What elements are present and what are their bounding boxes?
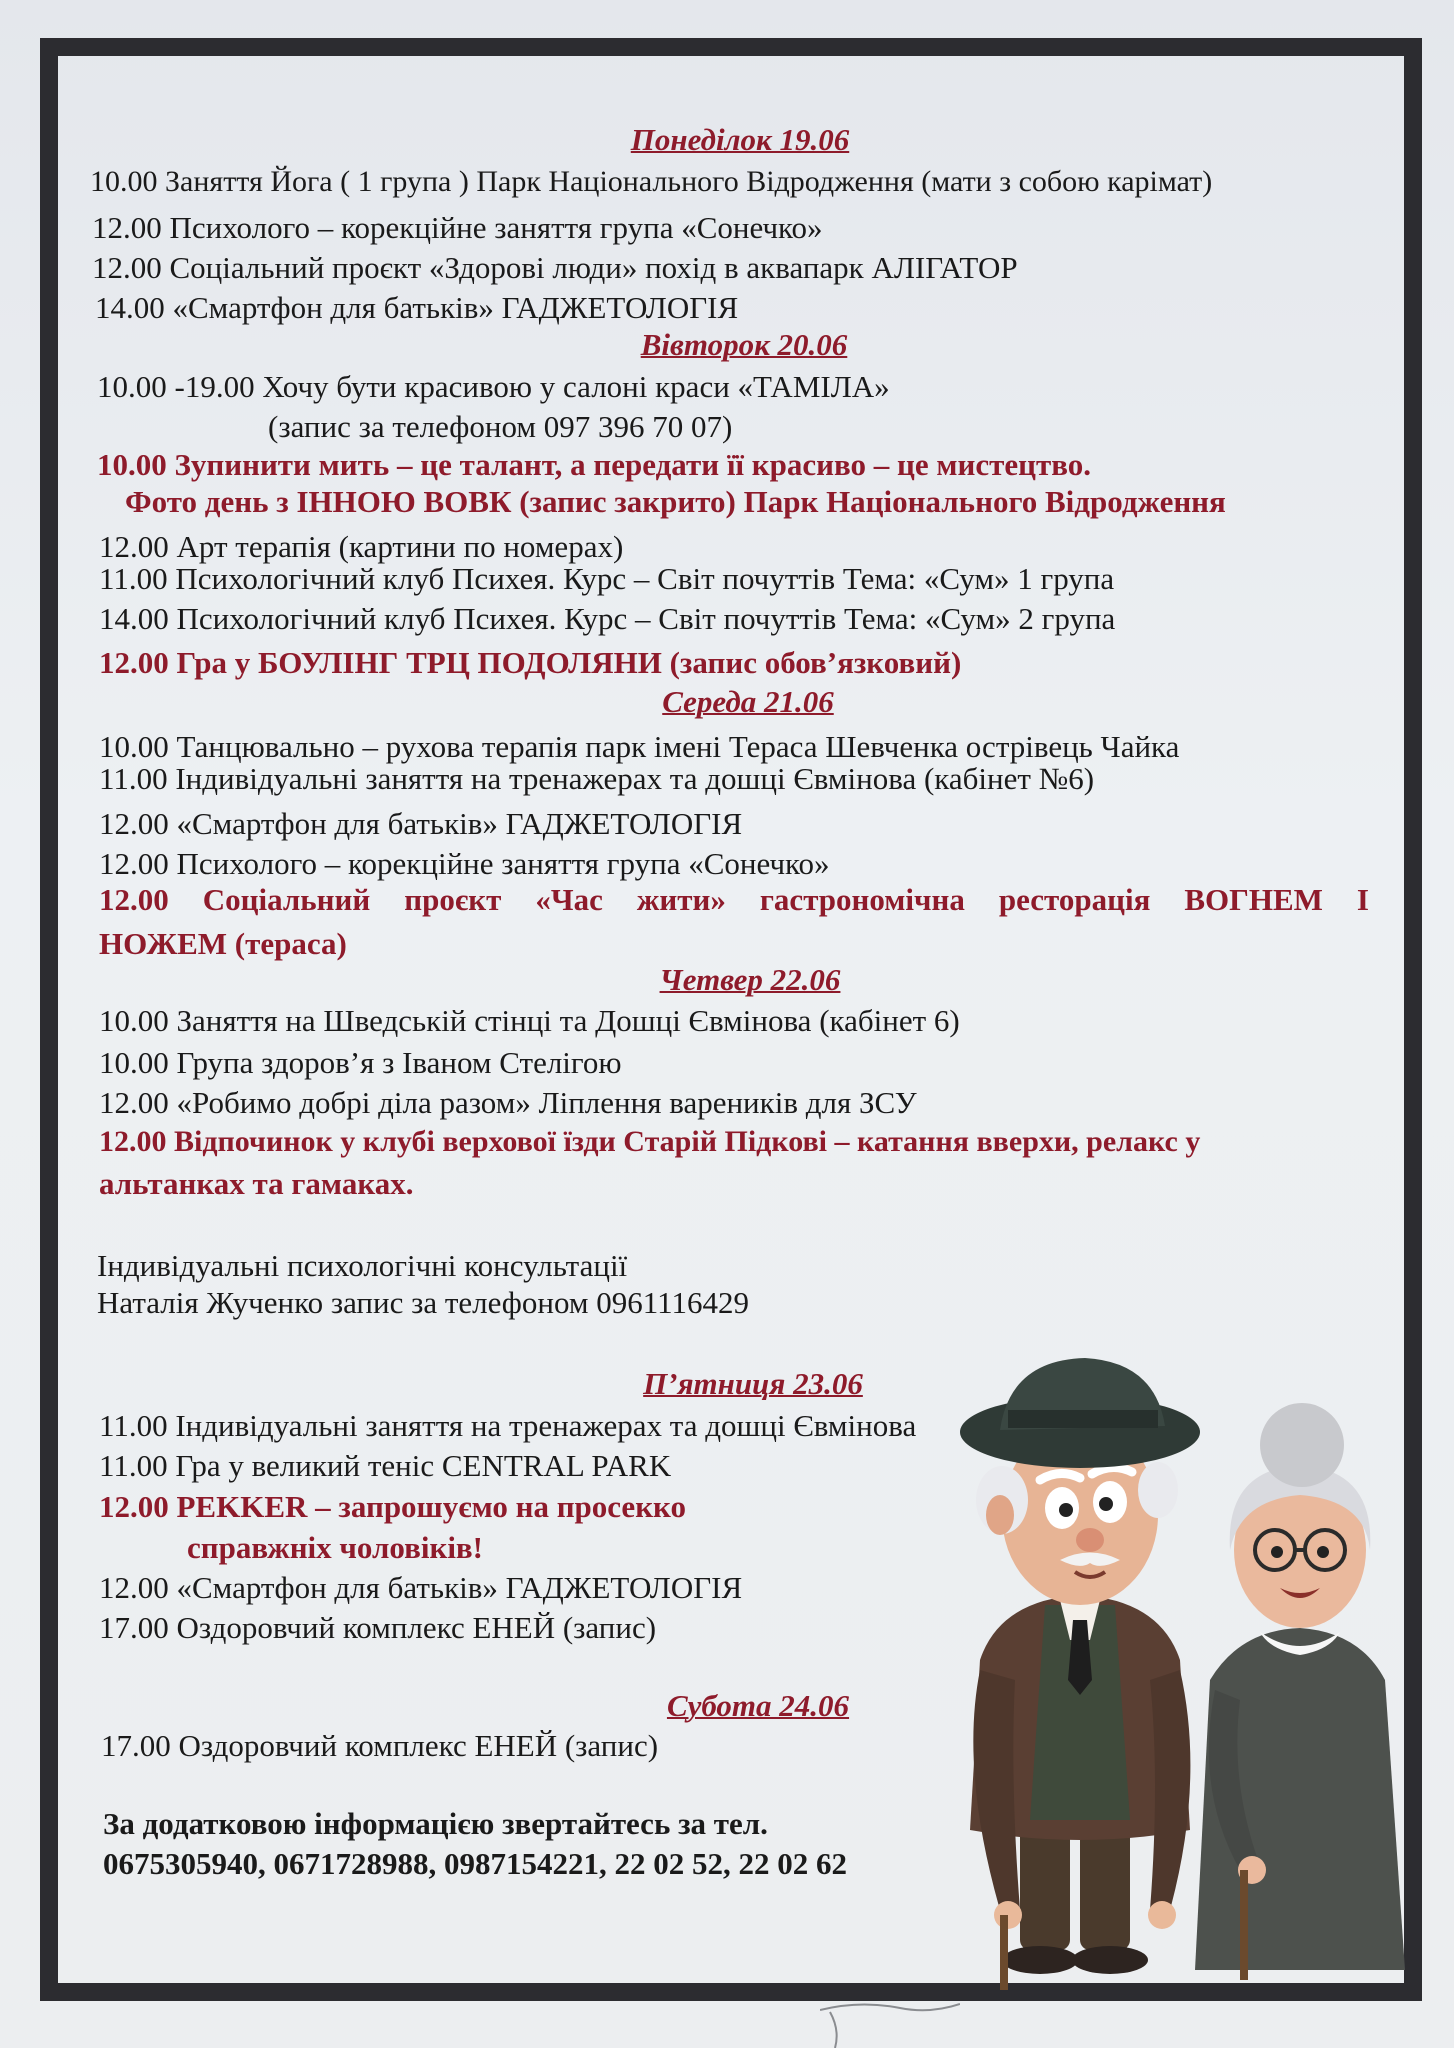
schedule-item-highlight: 12.00 Відпочинок у клубі верхової їзди Старій Підкові – катання вверхи, релакс у <box>99 1125 1201 1158</box>
schedule-item-highlight: справжніх чоловіків! <box>187 1530 483 1565</box>
day-heading-tuesday: Вівторок 20.06 <box>640 327 848 362</box>
consultation-contact: Наталія Жученко запис за телефоном 0961116429 <box>97 1285 749 1320</box>
schedule-item: 10.00 Заняття на Шведській стінці та Дошці Євмінова (кабінет 6) <box>99 1003 960 1038</box>
schedule-item: 11.00 Психологічний клуб Психея. Курс – Світ почуттів Тема: «Сум» 1 група <box>99 561 1115 596</box>
schedule-item: 12.00 «Робимо добрі діла разом» Ліплення вареників для ЗСУ <box>99 1085 917 1120</box>
schedule-item-highlight: Фото день з ІННОЮ ВОВК (запис закрито) Парк Національного Відродження <box>125 484 1226 519</box>
schedule-item-highlight: 12.00 PEKKER – запрошуємо на просекко <box>99 1489 687 1524</box>
grandmother-figure <box>1195 1403 1405 1980</box>
schedule-item-highlight: 10.00 Зупинити мить – це талант, а передати її красиво – це мистецтво. <box>97 447 1092 482</box>
schedule-item: 11.00 Індивідуальні заняття на тренажерах та дошці Євмінова (кабінет №6) <box>99 761 1095 796</box>
day-heading-saturday: Субота 24.06 <box>666 1688 850 1723</box>
schedule-item: 12.00 Соціальний проєкт «Здорові люди» похід в аквапарк АЛІГАТОР <box>92 250 1018 285</box>
schedule-item-note: (запис за телефоном 097 396 70 07) <box>268 409 733 444</box>
schedule-item-highlight: 12.00 Соціальний проєкт «Час жити» гастрономічна ресторація ВОГНЕМ І <box>99 882 1369 917</box>
day-heading-monday: Понеділок 19.06 <box>630 122 850 157</box>
schedule-item: 14.00 Психологічний клуб Психея. Курс – Світ почуттів Тема: «Сум» 2 група <box>99 601 1116 636</box>
paper-tear-mark <box>820 2000 960 2048</box>
schedule-item: 12.00 Психолого – корекційне заняття група «Сонечко» <box>92 210 823 245</box>
schedule-item: 12.00 Психолого – корекційне заняття група «Сонечко» <box>99 846 830 881</box>
contact-heading: За додатковою інформацією звертайтесь за тел. <box>103 1806 768 1841</box>
schedule-item-highlight: альтанках та гамаках. <box>99 1166 414 1201</box>
schedule-item: 11.00 Гра у великий теніс CENTRAL PARK <box>99 1448 672 1483</box>
day-heading-wednesday: Середа 21.06 <box>662 684 834 719</box>
schedule-item-highlight: НОЖЕМ (тераса) <box>99 926 347 961</box>
schedule-item: 10.00 Група здоров’я з Іваном Стелігою <box>99 1045 622 1080</box>
grandfather-figure <box>960 1358 1200 1990</box>
schedule-item: 12.00 Арт терапія (картини по номерах) <box>99 529 624 564</box>
schedule-item: 14.00 «Смартфон для батьків» ГАДЖЕТОЛОГІЯ <box>95 290 739 325</box>
schedule-item-highlight: 12.00 Гра у БОУЛІНГ ТРЦ ПОДОЛЯНИ (запис обов’язковий) <box>99 645 962 680</box>
day-heading-friday: П’ятниця 23.06 <box>643 1366 863 1401</box>
schedule-item: 11.00 Індивідуальні заняття на тренажерах та дошці Євмінова <box>99 1408 917 1443</box>
consultation-title: Індивідуальні психологічні консультації <box>97 1248 628 1283</box>
schedule-item: 12.00 «Смартфон для батьків» ГАДЖЕТОЛОГІЯ <box>99 1570 743 1605</box>
schedule-item: 17.00 Оздоровчий комплекс ЕНЕЙ (запис) <box>101 1728 659 1763</box>
schedule-item: 10.00 -19.00 Хочу бути красивою у салоні краси «ТАМІЛА» <box>97 369 890 404</box>
elderly-couple-illustration <box>940 1350 1410 1990</box>
schedule-item: 12.00 «Смартфон для батьків» ГАДЖЕТОЛОГІЯ <box>99 806 743 841</box>
schedule-item: 17.00 Оздоровчий комплекс ЕНЕЙ (запис) <box>99 1610 657 1645</box>
schedule-item: 10.00 Танцювально – рухова терапія парк імені Тераса Шевченка острівець Чайка <box>99 729 1180 764</box>
day-heading-thursday: Четвер 22.06 <box>659 962 841 997</box>
contact-phones: 0675305940, 0671728988, 0987154221, 22 02 52, 22 02 62 <box>103 1846 847 1881</box>
schedule-item: 10.00 Заняття Йога ( 1 група ) Парк Національного Відродження (мати з собою карімат) <box>90 165 1213 198</box>
